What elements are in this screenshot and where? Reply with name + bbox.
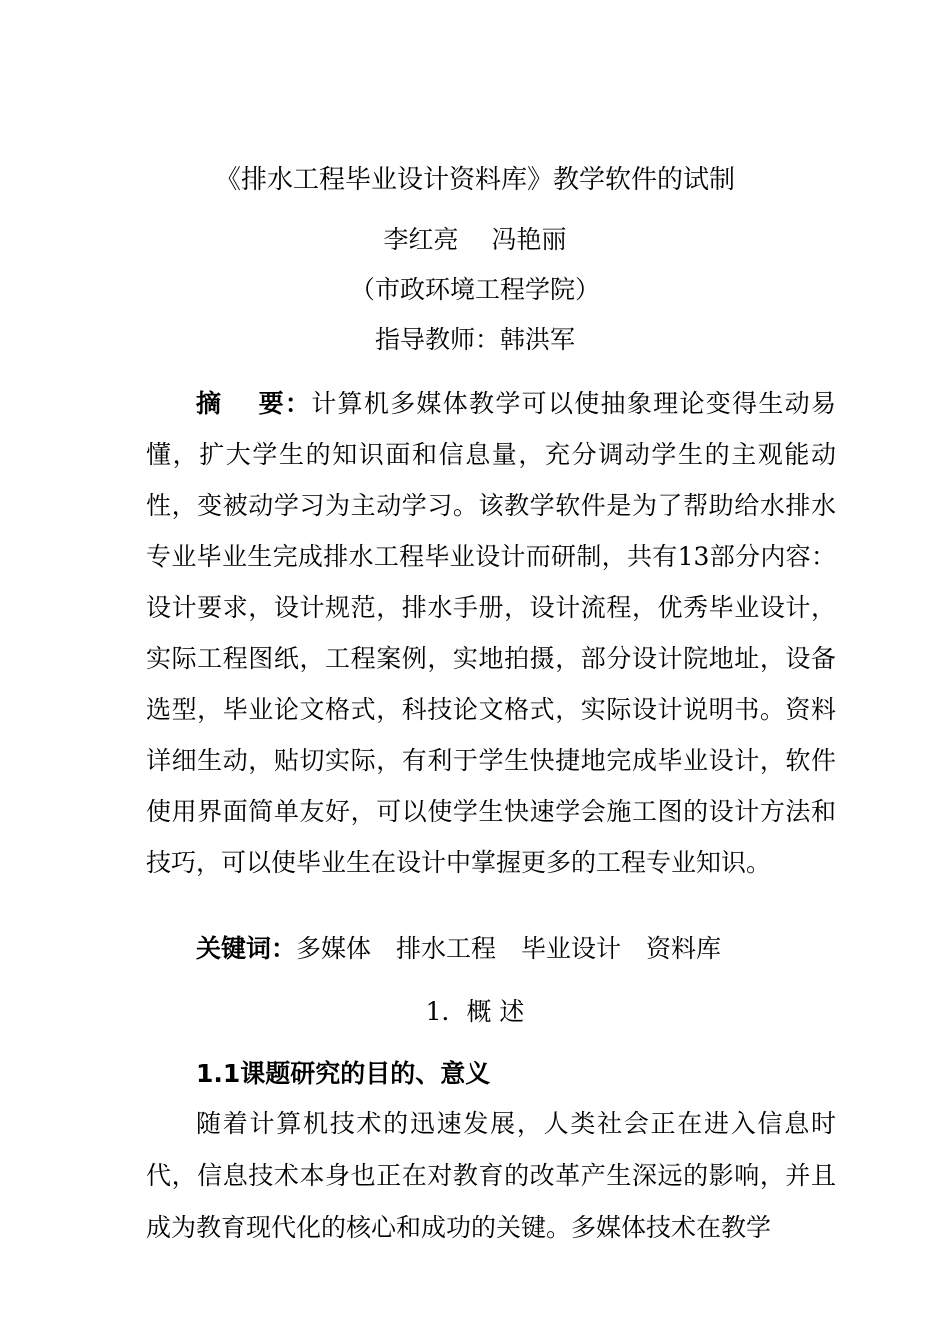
paper-title: 《排水工程毕业设计资料库》教学软件的试制 bbox=[214, 165, 735, 195]
keywords-line bbox=[196, 926, 836, 972]
keywords-label: 关键词： bbox=[196, 934, 297, 963]
keywords-text: 多媒体 排水工程 毕业设计 资料库 bbox=[296, 934, 722, 963]
author-names: 李红亮 冯艳丽 bbox=[383, 225, 567, 254]
section-heading: 1．概 述 bbox=[425, 997, 525, 1026]
author-affiliation: （市政环境工程学院） bbox=[349, 275, 600, 304]
abstract-text: 计算机多媒体教学可以使抽象理论变得生动易懂，扩大学生的知识面和信息量，充分调动学生的主观能动性，变被动学习为主动学习。该教学软件是为了帮助给水排水专业毕业生完成排水工程毕业设计而研制，共有13部分内容：设计要求，设计规范，排水手册，设计流程，优秀毕业设计，实际工程图纸，工程案例，实地拍摄，部分设计院地址，设备选型，毕业论文格式，科技论文格式，实际设计说明书。资料详细生动，贴切实际，有利于学生快捷地完成毕业设计，软件使用界面简单友好，可以使学生快速学会施工图的设计方法和技巧，可以使毕业生在设计中掌握更多的工程专业知识。 bbox=[146, 389, 836, 877]
advisor-line: 指导教师：韩洪军 bbox=[374, 325, 575, 354]
abstract-paragraph bbox=[146, 378, 836, 888]
subsection-heading: 1.1课题研究的目的、意义 bbox=[196, 1059, 491, 1088]
body-paragraph: 随着计算机技术的迅速发展，人类社会正在进入信息时代，信息技术本身也正在对教育的改革产生深远的影响，并且成为教育现代化的核心和成功的关键。多媒体技术在教学 bbox=[146, 1109, 836, 1242]
abstract-label: 摘 要： bbox=[196, 389, 312, 418]
